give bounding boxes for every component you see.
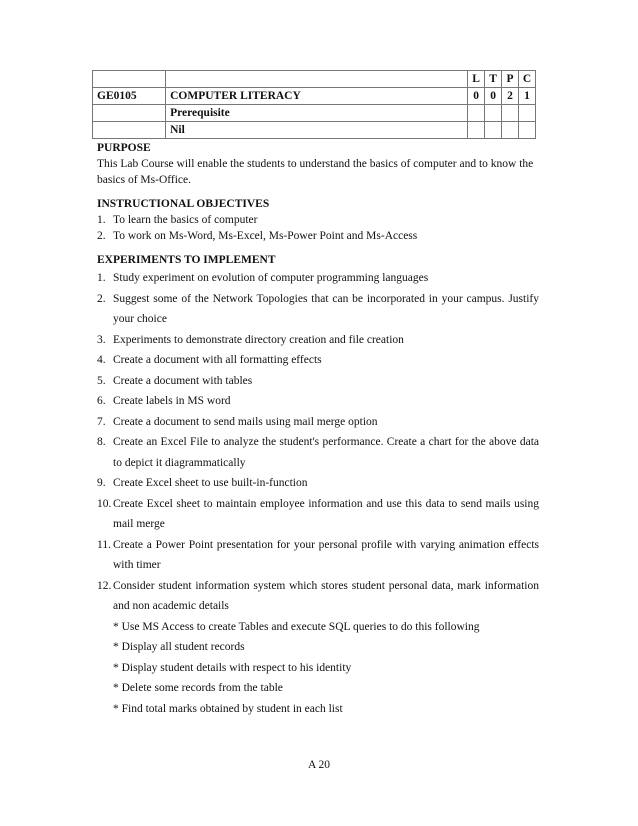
list-item <box>97 289 539 330</box>
list-item <box>97 330 539 351</box>
purpose-heading: PURPOSE <box>97 142 151 154</box>
list-item-text: Create Excel sheet to maintain employee information and use this data to send mails using mail merge <box>113 497 539 530</box>
empty-cell <box>519 105 536 122</box>
list-item <box>97 228 539 244</box>
list-item-number: 3. <box>97 333 106 346</box>
list-item <box>97 535 539 576</box>
purpose-text: This Lab Course will enable the students to understand the basics of computer and to know the basics of Ms-Office. <box>97 158 534 186</box>
list-item-number: 2. <box>97 292 106 305</box>
item12-line: * Display student details with respect to his identity <box>113 661 352 674</box>
prerequisite-value: Nil <box>166 122 468 139</box>
list-item-text <box>113 576 539 720</box>
empty-cell <box>485 122 502 139</box>
empty-cell <box>468 105 485 122</box>
list-item <box>97 412 539 433</box>
table-row <box>93 122 536 139</box>
list-item-number: 11. <box>97 538 111 551</box>
list-item-number: 1. <box>97 272 106 284</box>
list-item-text: To learn the basics of computer <box>113 214 258 226</box>
item12-line: * Find total marks obtained by student in each list <box>113 702 343 715</box>
experiments-section <box>97 252 539 719</box>
empty-cell <box>93 105 166 122</box>
experiments-heading: EXPERIMENTS TO IMPLEMENT <box>97 254 276 266</box>
list-item-number: 8. <box>97 436 106 448</box>
list-item <box>97 576 539 720</box>
objectives-section <box>97 196 539 244</box>
ltpc-header-p: P <box>502 71 519 88</box>
item12-line: Consider student information system which stores student personal data, mark information and non academic details <box>113 579 539 612</box>
list-item-text: Create a document with tables <box>113 374 253 387</box>
list-item-number: 2. <box>97 230 106 242</box>
list-item-number: 5. <box>97 374 106 387</box>
list-item-number: 12. <box>97 579 112 592</box>
empty-cell <box>485 105 502 122</box>
ltpc-value-t: 0 <box>485 88 502 105</box>
list-item-text: Create Excel sheet to use built-in-function <box>113 477 308 489</box>
list-item <box>97 432 539 473</box>
empty-cell <box>166 71 468 88</box>
item12-line: * Display all student records <box>113 641 245 653</box>
objectives-heading: INSTRUCTIONAL OBJECTIVES <box>97 198 270 210</box>
list-item <box>97 473 539 494</box>
list-item-number: 4. <box>97 354 106 366</box>
ltpc-value-c: 1 <box>519 88 536 105</box>
empty-cell <box>93 71 166 88</box>
objectives-list <box>97 212 539 244</box>
course-title: COMPUTER LITERACY <box>166 88 468 105</box>
purpose-section <box>97 140 539 188</box>
empty-cell <box>468 122 485 139</box>
empty-cell <box>502 105 519 122</box>
list-item <box>97 371 539 392</box>
ltpc-value-p: 2 <box>502 88 519 105</box>
list-item-text: Suggest some of the Network Topologies that can be incorporated in your campus. Justify your choice <box>113 292 539 325</box>
list-item <box>97 494 539 535</box>
list-item-number: 1. <box>97 214 106 226</box>
course-info-table <box>92 70 536 139</box>
empty-cell <box>502 122 519 139</box>
table-row <box>93 71 536 88</box>
list-item <box>97 350 539 371</box>
list-item-number: 6. <box>97 395 106 407</box>
list-item-number: 7. <box>97 415 106 428</box>
ltpc-header-l: L <box>468 71 485 88</box>
course-code: GE0105 <box>93 88 166 105</box>
list-item-text: Study experiment on evolution of computer programming languages <box>113 272 429 284</box>
list-item-text: Create an Excel File to analyze the student's performance. Create a chart for the above data to depict it diagrammatically <box>113 436 539 469</box>
page-number: A 20 <box>307 759 331 771</box>
list-item-number: 10. <box>97 497 112 510</box>
list-item-text: Create a document to send mails using mail merge option <box>113 415 378 428</box>
empty-cell <box>519 122 536 139</box>
table-row <box>93 88 536 105</box>
list-item-text: Create labels in MS word <box>113 395 231 407</box>
document-body <box>97 140 539 719</box>
ltpc-header-t: T <box>485 71 502 88</box>
item12-line: * Delete some records from the table <box>113 682 283 694</box>
list-item-text: Create a Power Point presentation for your personal profile with varying animation effects with timer <box>113 538 539 571</box>
empty-cell <box>93 122 166 139</box>
experiments-list <box>97 268 539 719</box>
list-item <box>97 268 539 289</box>
ltpc-header-c: C <box>519 71 536 88</box>
list-item-text: To work on Ms-Word, Ms-Excel, Ms-Power Point and Ms-Access <box>113 230 418 242</box>
list-item-text: Create a document with all formatting effects <box>113 354 322 366</box>
list-item <box>97 212 539 228</box>
list-item-number: 9. <box>97 477 106 489</box>
list-item-text: Experiments to demonstrate directory creation and file creation <box>113 333 404 346</box>
ltpc-value-l: 0 <box>468 88 485 105</box>
list-item <box>97 391 539 412</box>
table-row <box>93 105 536 122</box>
prerequisite-label: Prerequisite <box>166 105 468 122</box>
item12-line: * Use MS Access to create Tables and execute SQL queries to do this following <box>113 620 480 633</box>
